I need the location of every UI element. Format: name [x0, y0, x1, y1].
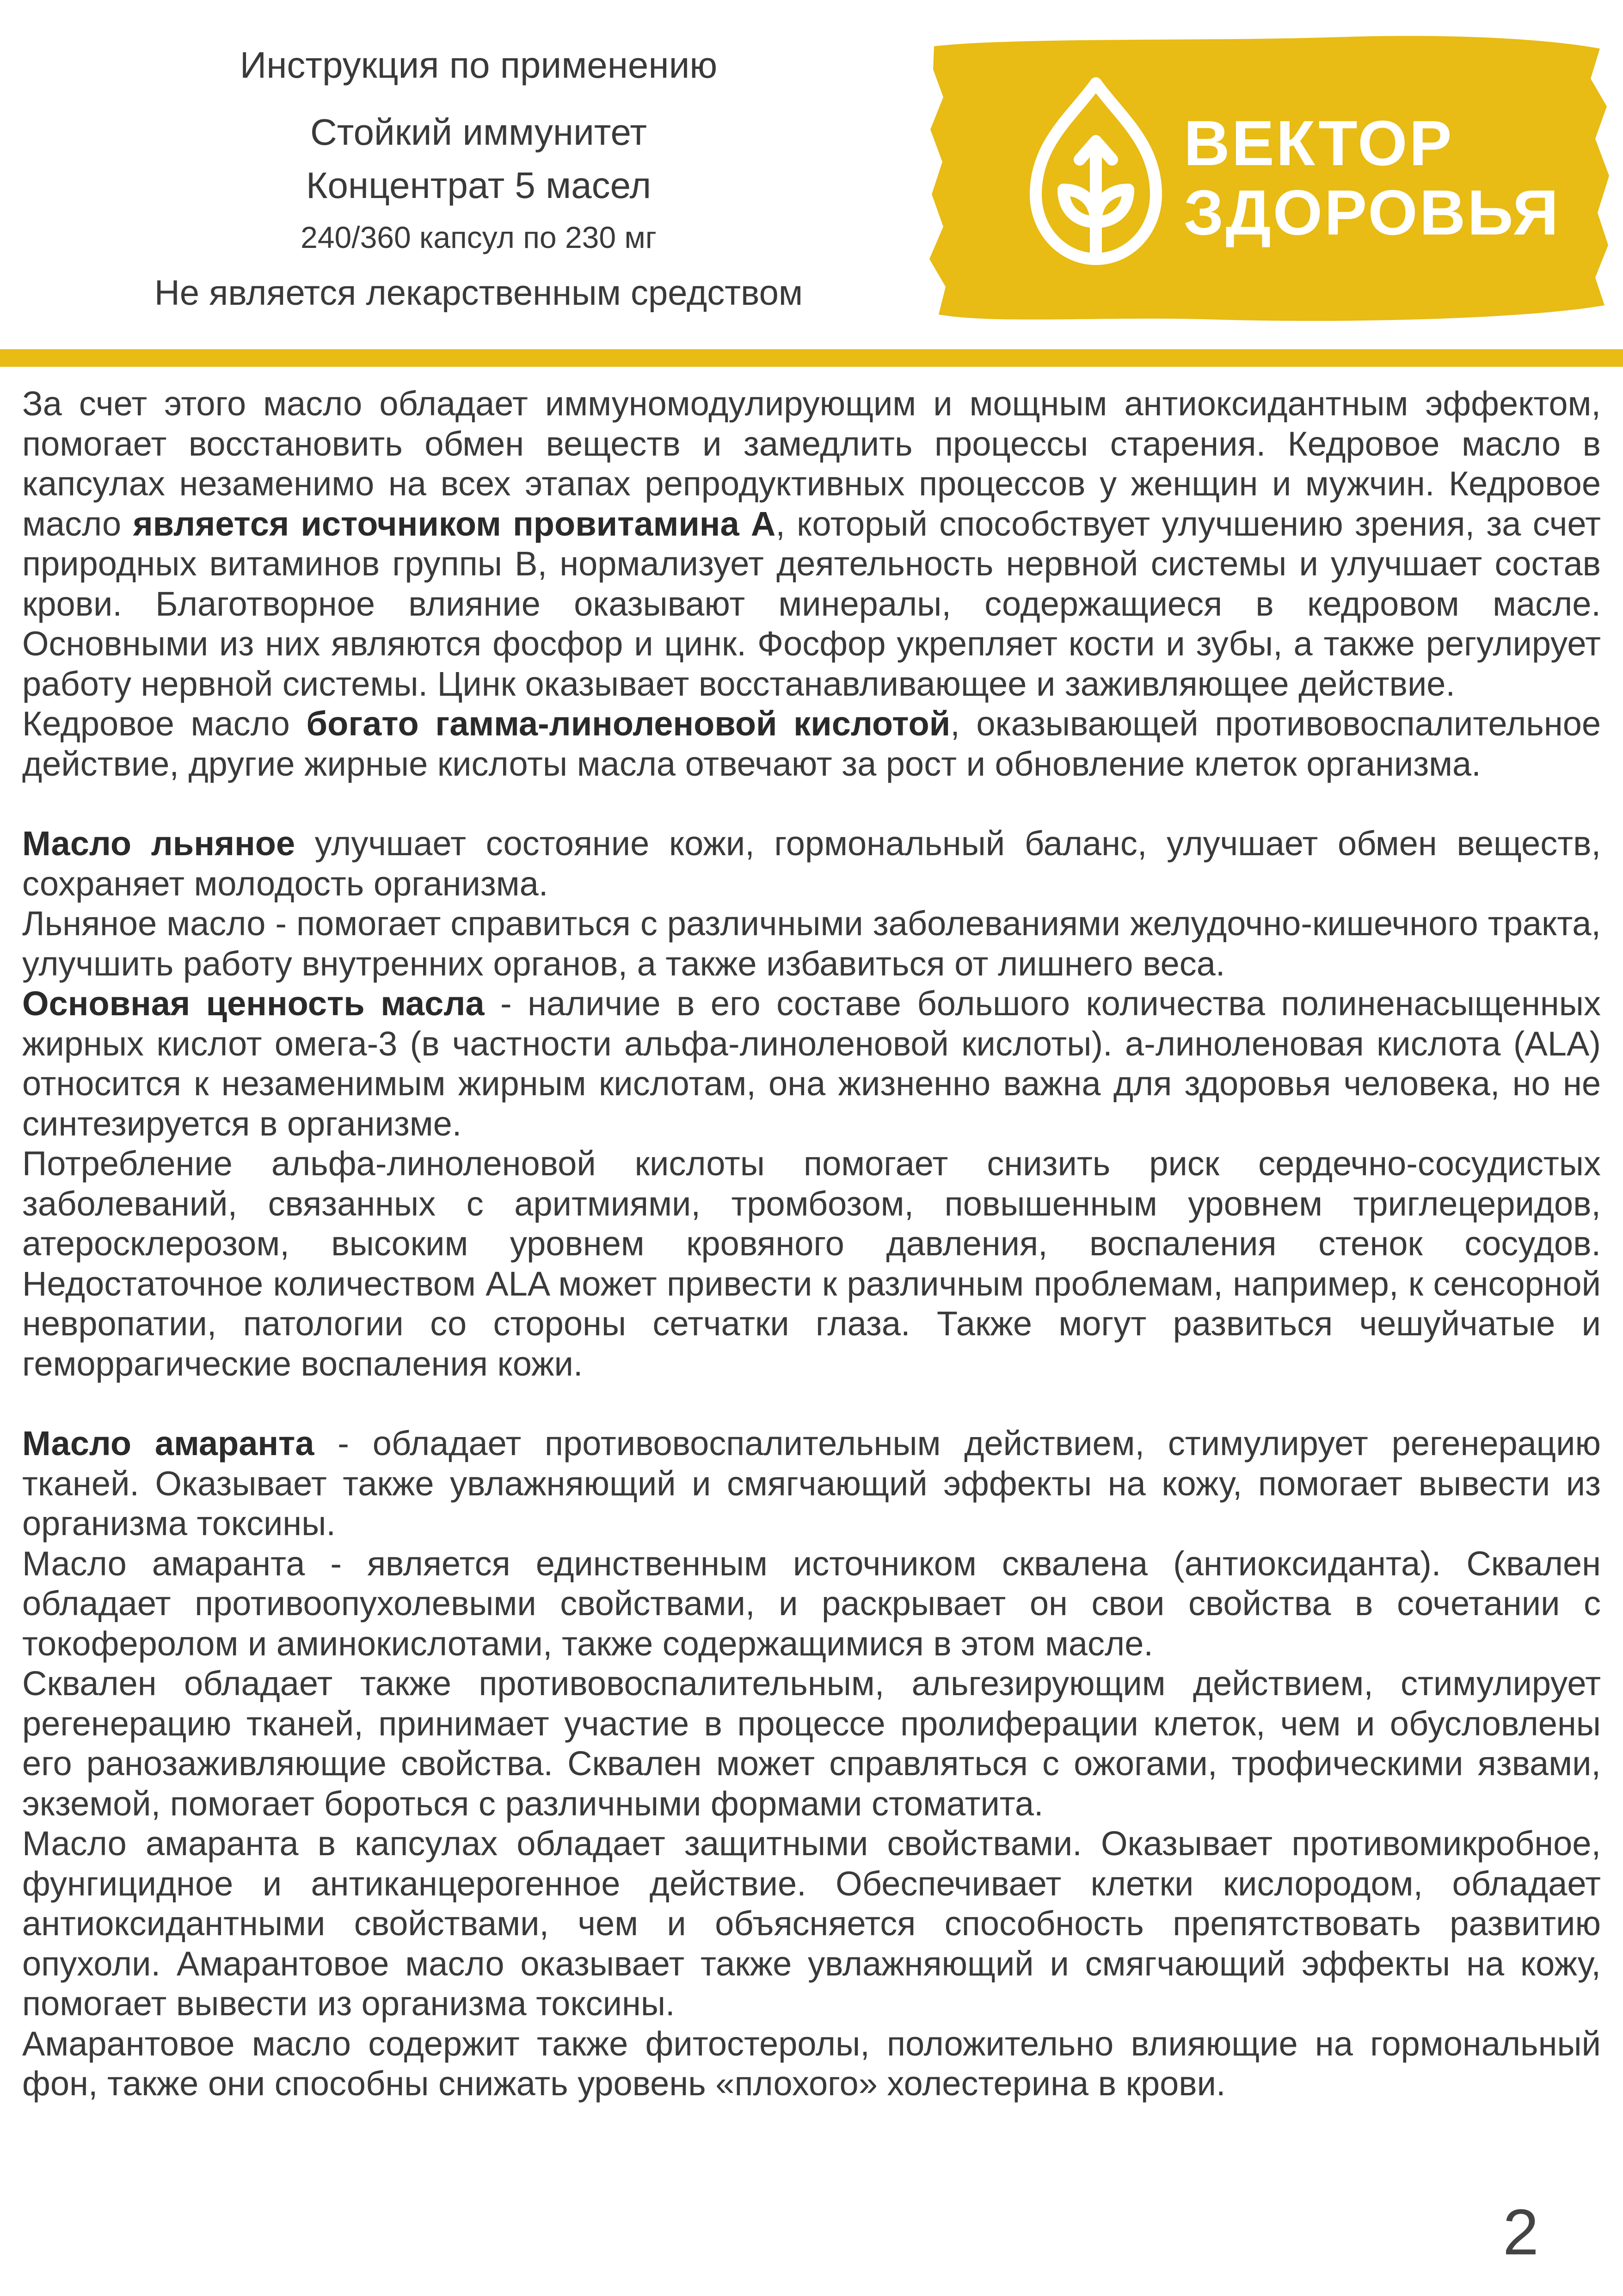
- paragraph-text: улучшает состояние кожи, гормональный баланс, улучшает обмен веществ, сохраняет молодость организма.: [22, 824, 1601, 903]
- highlight-text: Основная ценность масла: [22, 984, 485, 1023]
- paragraph-text: , который способствует улучшению зрения, за счет природных витаминов группы В, нормализует деятельность нервной системы и улучшает состав крови. Благотворное влияние оказывают минералы, содержащиеся в кедровом масле. Основными из них являются фосфор и цинк. Фосфор укрепляет кости и зубы, а также регулирует работу нервной системы. Цинк оказывает восстанавливающее и заживляющее действие.: [22, 504, 1601, 703]
- paragraph-amaranth-2: Масло амаранта - является единственным источником сквалена (антиоксиданта). Сквален обладает противоопухолевыми свойствами, и раскрывает он свои свойства в сочетании с токоферолом и аминокислотами, также содержащимися в этом масле.: [22, 1544, 1601, 1663]
- header-divider: [0, 349, 1623, 367]
- paragraph-cedar-2: [22, 704, 1601, 784]
- highlight-text: является источником провитамина А: [133, 504, 776, 543]
- paragraph-flax-1: [22, 824, 1601, 904]
- brand-wordmark: [1184, 109, 1560, 247]
- brand-line-2: ЗДОРОВЬЯ: [1184, 177, 1561, 248]
- paragraph-text: - обладает противовоспалительным действием, стимулирует регенерацию тканей. Оказывает также увлажняющий и смягчающий эффекты на кожу, помогает вывести из организма токсины.: [22, 1424, 1601, 1543]
- paragraph-amaranth-1: [22, 1424, 1601, 1544]
- product-subtitle: Концентрат 5 масел: [306, 165, 652, 206]
- brand-line-1: ВЕКТОР: [1184, 108, 1454, 179]
- paragraph-text: За счет этого масло обладает иммуномодулирующим и мощным антиоксидантным эффектом, помогает восстановить обмен веществ и замедлить процессы старения. Кедровое масло в капсулах незаменимо на всех этапах репродуктивных процессов у женщин и мужчин. Кедровое масло: [22, 384, 1601, 543]
- paragraph-text: Кедровое масло: [22, 704, 307, 743]
- product-name: Стойкий иммунитет: [310, 111, 647, 153]
- paragraph-flax-2: Льняное масло - помогает справиться с различными заболеваниями желудочно-кишечного тракта, улучшить работу внутренних органов, а также избавиться от лишнего веса.: [22, 904, 1601, 983]
- product-dosage: 240/360 капсул по 230 мг: [301, 220, 657, 254]
- paragraph-text: - наличие в его составе большого количества полиненасыщенных жирных кислот омега-3 (в частности альфа-линоленовой кислоты). а-линоленовая кислота (ALA) относится к незаменимым жирным кислотам, она жизненно важна для здоровья человека, но не синтезируется в организме.: [22, 984, 1601, 1143]
- page-number: 2: [1503, 2196, 1539, 2268]
- page-header: [0, 0, 1623, 352]
- highlight-text: богато гамма-линоленовой кислотой: [306, 704, 951, 743]
- paragraph-amaranth-5: Амарантовое масло содержит также фитостеролы, положительно влияющие на гормональный фон, также они способны снижать уровень «плохого» холестерина в крови.: [22, 2024, 1601, 2103]
- instruction-body: [22, 384, 1601, 2104]
- paragraph-text: , оказывающей противовоспалительное действие, другие жирные кислоты масла отвечают за рост и обновление клеток организма.: [22, 704, 1601, 783]
- paragraph-flax-4: Потребление альфа-линоленовой кислоты помогает снизить риск сердечно-сосудистых заболеваний, связанных с аритмиями, тромбозом, повышенным уровнем триглецеридов, атеросклерозом, высоким уровнем кровяного давления, воспаления стенок сосудов. Недостаточное количеством ALA может привести к различным проблемам, например, к сенсорной невропатии, патологии со стороны сетчатки глаза. Также могут развиться чешуйчатые и геморрагические воспаления кожи.: [22, 1144, 1601, 1383]
- instruction-title: Инструкция по применению: [240, 44, 718, 86]
- paragraph-flax-3: [22, 984, 1601, 1144]
- paragraph-amaranth-4: Масло амаранта в капсулах обладает защитными свойствами. Оказывает противомикробное, фунгицидное и антиканцерогенное действие. Обеспечивает клетки кислородом, обладает антиоксидантными свойствами, чем и объясняется способность препятствовать развитию опухоли. Амарантовое масло оказывает также увлажняющий и смягчающий эффекты на кожу, помогает вывести из организма токсины.: [22, 1824, 1601, 2023]
- section-heading: Масло амаранта: [22, 1424, 314, 1463]
- paragraph-cedar-1: [22, 384, 1601, 704]
- section-heading: Масло льняное: [22, 824, 295, 863]
- brand-logo: [925, 28, 1618, 333]
- disclaimer: Не является лекарственным средством: [154, 273, 803, 313]
- paragraph-amaranth-3: Сквален обладает также противовоспалительным, альгезирующим действием, стимулирует регенерацию тканей, принимает участие в процессе пролиферации клеток, чем и обусловлены его ранозаживляющие свойства. Сквален может справляться с ожогами, трофическими язвами, экземой, помогает бороться с различными формами стоматита.: [22, 1664, 1601, 1823]
